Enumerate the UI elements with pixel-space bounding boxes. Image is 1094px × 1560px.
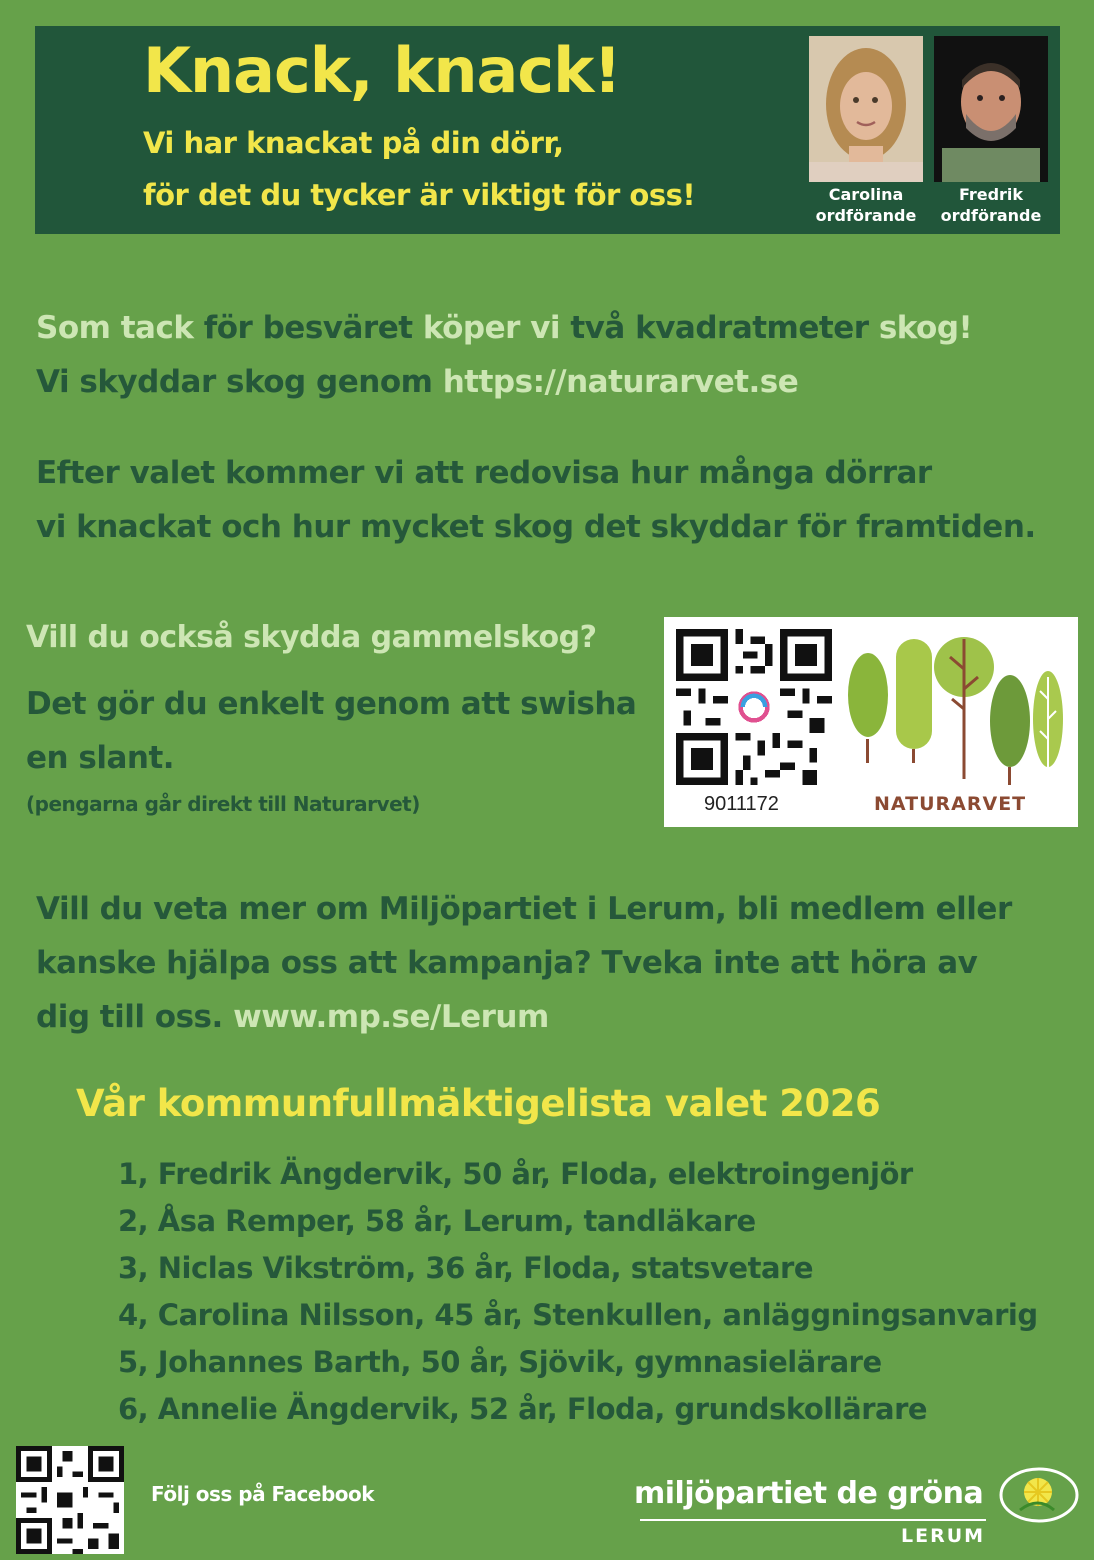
donate-question: Vill du också skydda gammelskog?	[26, 620, 597, 655]
list-heading: Vår kommunfullmäktigelista valet 2026	[76, 1082, 881, 1125]
party-town: LERUM	[901, 1525, 986, 1547]
subtitle-line-1: Vi har knackat på din dörr,	[143, 126, 564, 160]
thanks-text-c: köper vi	[422, 310, 561, 346]
list-item: 2, Åsa Remper, 58 år, Lerum, tandläkare	[118, 1204, 756, 1238]
fredrik-caption	[927, 184, 1055, 226]
thanks-text-b: för besväret	[203, 310, 413, 346]
contact-line-1: Vill du veta mer om Miljöpartiet i Lerum, bli medlem eller	[36, 891, 1012, 927]
party-name: miljöpartiet de gröna	[634, 1476, 984, 1511]
list-item: 4, Carolina Nilsson, 45 år, Stenkullen, anläggningsanvarig	[118, 1298, 1038, 1332]
list-item: 3, Niclas Vikström, 36 år, Floda, statsvetare	[118, 1251, 813, 1285]
carolina-caption	[802, 184, 930, 226]
dandelion-logo-icon	[998, 1466, 1080, 1524]
header-banner	[35, 26, 1060, 234]
thanks-line-2	[36, 364, 798, 400]
carolina-name: Carolina	[828, 185, 904, 204]
report-line-2: vi knackat och hur mycket skog det skyddar för framtiden.	[36, 509, 1036, 545]
swish-qr-code[interactable]	[676, 629, 832, 785]
subtitle-line-2: för det du tycker är viktigt för oss!	[143, 178, 696, 212]
list-item: 5, Johannes Barth, 50 år, Sjövik, gymnasielärare	[118, 1345, 882, 1379]
footer-divider	[640, 1519, 986, 1521]
report-line-1: Efter valet kommer vi att redovisa hur många dörrar	[36, 455, 932, 491]
carolina-role: ordförande	[815, 206, 917, 225]
mp-lerum-link[interactable]: www.mp.se/Lerum	[233, 999, 549, 1035]
swish-number: 9011172	[704, 793, 779, 815]
fredrik-role: ordförande	[940, 206, 1042, 225]
list-item: 1, Fredrik Ängdervik, 50 år, Floda, elektroingenjör	[118, 1157, 913, 1191]
thanks-line-1	[36, 310, 972, 346]
contact-text: dig till oss.	[36, 999, 223, 1035]
naturarvet-link[interactable]: https://naturarvet.se	[442, 364, 799, 400]
donate-line-1: Det gör du enkelt genom att swisha	[26, 686, 637, 722]
thanks-text-d: två kvadratmeter	[570, 310, 869, 346]
donate-line-2: en slant.	[26, 740, 175, 776]
thanks-text-e: skog!	[878, 310, 973, 346]
page-title: Knack, knack!	[143, 34, 621, 107]
thanks-text-f: Vi skyddar skog genom	[36, 364, 433, 400]
fredrik-name: Fredrik	[958, 185, 1024, 204]
contact-line-2: kanske hjälpa oss att kampanja? Tveka inte att höra av	[36, 945, 978, 981]
donate-note: (pengarna går direkt till Naturarvet)	[26, 792, 420, 816]
thanks-text-a: Som tack	[36, 310, 194, 346]
swish-and-logo-panel	[664, 617, 1078, 827]
naturarvet-trees-logo	[840, 629, 1070, 801]
list-item: 6, Annelie Ängdervik, 52 år, Floda, grundskollärare	[118, 1392, 928, 1426]
facebook-label[interactable]: Följ oss på Facebook	[151, 1482, 375, 1506]
fredrik-photo	[934, 36, 1048, 182]
naturarvet-logo-text: NATURARVET	[874, 793, 1027, 815]
carolina-photo	[809, 36, 923, 182]
contact-line-3	[36, 999, 549, 1035]
facebook-qr-code[interactable]	[16, 1446, 124, 1554]
